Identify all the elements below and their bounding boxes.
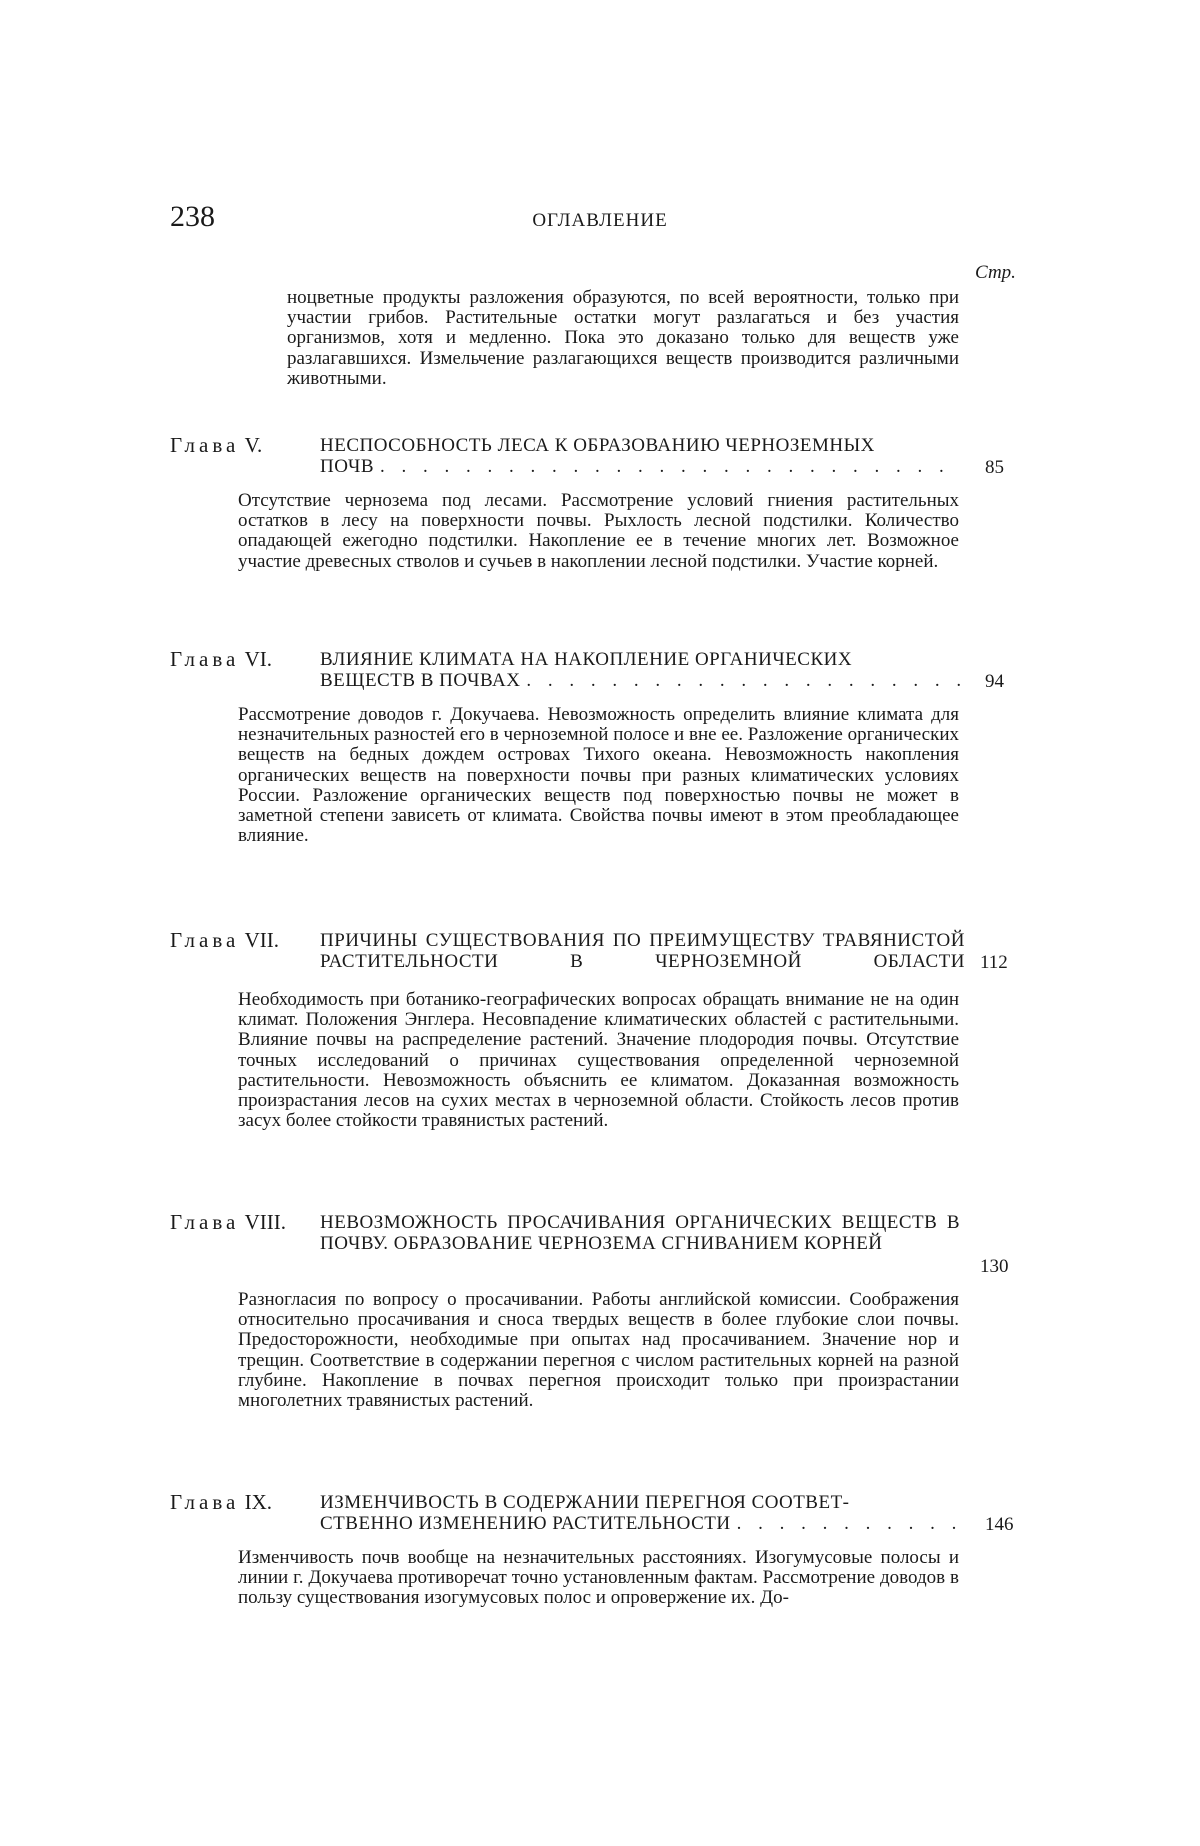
chapter-summary: Разногласия по вопросу о просачивании. Работы английской комиссии. Соображения относительно просачивания и сноса твердых веществ в более глубокие слои почвы. Предосторожности, необходимые при опытах над просачиванием. Значение нор и трещин. Соответствие в содержании перегноя с числом растительных корней на разной глубине. Накопление в почвах перегноя происходит только при произрастании многолетних травянистых растений. [238, 1289, 959, 1412]
chapter-summary: Необходимость при ботанико-географических вопросах обращать внимание не на один климат. Положения Энглера. Несовпадение климатических областей с растительными. Влияние почвы на распределение растений. Значение плодородия почвы. Отсутствие точных исследований о причинах существования определенной черноземной растительности. Невозможность объяснить ее климатом. Доказанная возможность произрастания лесов на сухих местах в черноземной области. Стойкость лесов против засух более стойкости травянистых растений. [238, 989, 959, 1132]
chapter-page-number: 130 [980, 1256, 1009, 1277]
chapter-title [320, 435, 960, 477]
leader-dots [380, 456, 960, 477]
chapter-label-word: Глава [170, 1490, 240, 1514]
chapter-page-number: 85 [985, 457, 1004, 478]
running-title: ОГЛАВЛЕНИЕ [532, 210, 668, 231]
chapter-page-number: 94 [985, 671, 1004, 692]
chapter-title-last-line [320, 456, 960, 477]
chapter-page-number: 112 [980, 952, 1008, 973]
chapter-title-line: ВЛИЯНИЕ КЛИМАТА НА НАКОПЛЕНИЕ ОРГАНИЧЕСКИХ [320, 649, 853, 670]
chapter-title-last-text: СТВЕННО ИЗМЕНЕНИЮ РАСТИТЕЛЬНОСТИ [320, 1513, 731, 1534]
chapter-numeral: V. [244, 433, 263, 457]
chapter-title [320, 1212, 960, 1254]
chapter-title-line: ПРИЧИНЫ СУЩЕСТВОВАНИЯ ПО ПРЕИМУЩЕСТВУ ТРАВЯНИСТОЙ РАСТИТЕЛЬНОСТИ В ЧЕРНОЗЕМНОЙ ОБЛАСТИ [320, 930, 965, 972]
chapter-title [320, 930, 965, 972]
chapter-label [170, 1490, 272, 1515]
chapter-numeral: IX. [244, 1490, 272, 1514]
chapter-title-last-line [320, 1513, 960, 1534]
chapter-title-line: НЕСПОСОБНОСТЬ ЛЕСА К ОБРАЗОВАНИЮ ЧЕРНОЗЕМНЫХ [320, 435, 875, 456]
chapter-title-line: НЕВОЗМОЖНОСТЬ ПРОСАЧИВАНИЯ ОРГАНИЧЕСКИХ ВЕЩЕСТВ В ПОЧВУ. ОБРАЗОВАНИЕ ЧЕРНОЗЕМА СГНИВАНИЕМ КОРНЕЙ [320, 1212, 960, 1254]
chapter-numeral: VIII. [244, 1210, 286, 1234]
chapter-title [320, 649, 960, 691]
chapter-title-last-line [320, 670, 960, 691]
chapter-page-number: 146 [985, 1514, 1014, 1535]
chapter-label-word: Глава [170, 433, 240, 457]
leader-dots [737, 1513, 960, 1534]
chapter-numeral: VII. [244, 928, 279, 952]
chapter-label [170, 647, 272, 672]
chapter-label [170, 928, 279, 953]
chapter-summary: Рассмотрение доводов г. Докучаева. Невозможность определить влияние климата для незначительных разностей его в черноземной полосе и вне ее. Разложение органических веществ на бедных дождем островах Тихого океана. Невозможность накопления органических веществ на поверхности почвы при разных климатических условиях России. Разложение органических веществ под поверхностью почвы не может в заметной степени зависеть от климата. Свойства почвы имеют в этом преобладающее влияние. [238, 704, 959, 847]
chapter-summary: Изменчивость почв вообще на незначительных расстояниях. Изогумусовые полосы и линии г. Докучаева противоречат точно установленным фактам. Рассмотрение доводов в пользу существования изогумусовых полос и опровержение их. До- [238, 1547, 959, 1609]
chapter-label [170, 1210, 286, 1235]
chapter-numeral: VI. [244, 647, 272, 671]
chapter-title [320, 1492, 960, 1534]
continuation-paragraph: ноцветные продукты разложения образуются, по всей вероятности, только при участии грибов. Растительные остатки могут разлагаться и без участия организмов, хотя и медленно. Пока это доказано только для веществ уже разлагавшихся. Измельчение разлагающихся веществ производится различными животными. [287, 287, 959, 389]
chapter-title-last-text: ПОЧВ [320, 456, 374, 477]
chapter-title-last-text: ВЕЩЕСТВ В ПОЧВАХ [320, 670, 521, 691]
chapter-label-word: Глава [170, 1210, 240, 1234]
page-number: 238 [170, 200, 215, 233]
chapter-title-line: ИЗМЕНЧИВОСТЬ В СОДЕРЖАНИИ ПЕРЕГНОЯ СООТВЕТ- [320, 1492, 850, 1513]
chapter-label [170, 433, 262, 458]
chapter-label-word: Глава [170, 928, 240, 952]
leader-dots [526, 670, 960, 691]
page-column-heading: Стр. [975, 262, 1016, 283]
chapter-summary: Отсутствие чернозема под лесами. Рассмотрение условий гниения растительных остатков в лесу на поверхности почвы. Рыхлость лесной подстилки. Количество опадающей ежегодно подстилки. Накопление ее в течение многих лет. Возможное участие древесных стволов и сучьев в накоплении лесной подстилки. Участие корней. [238, 490, 959, 572]
chapter-label-word: Глава [170, 647, 240, 671]
